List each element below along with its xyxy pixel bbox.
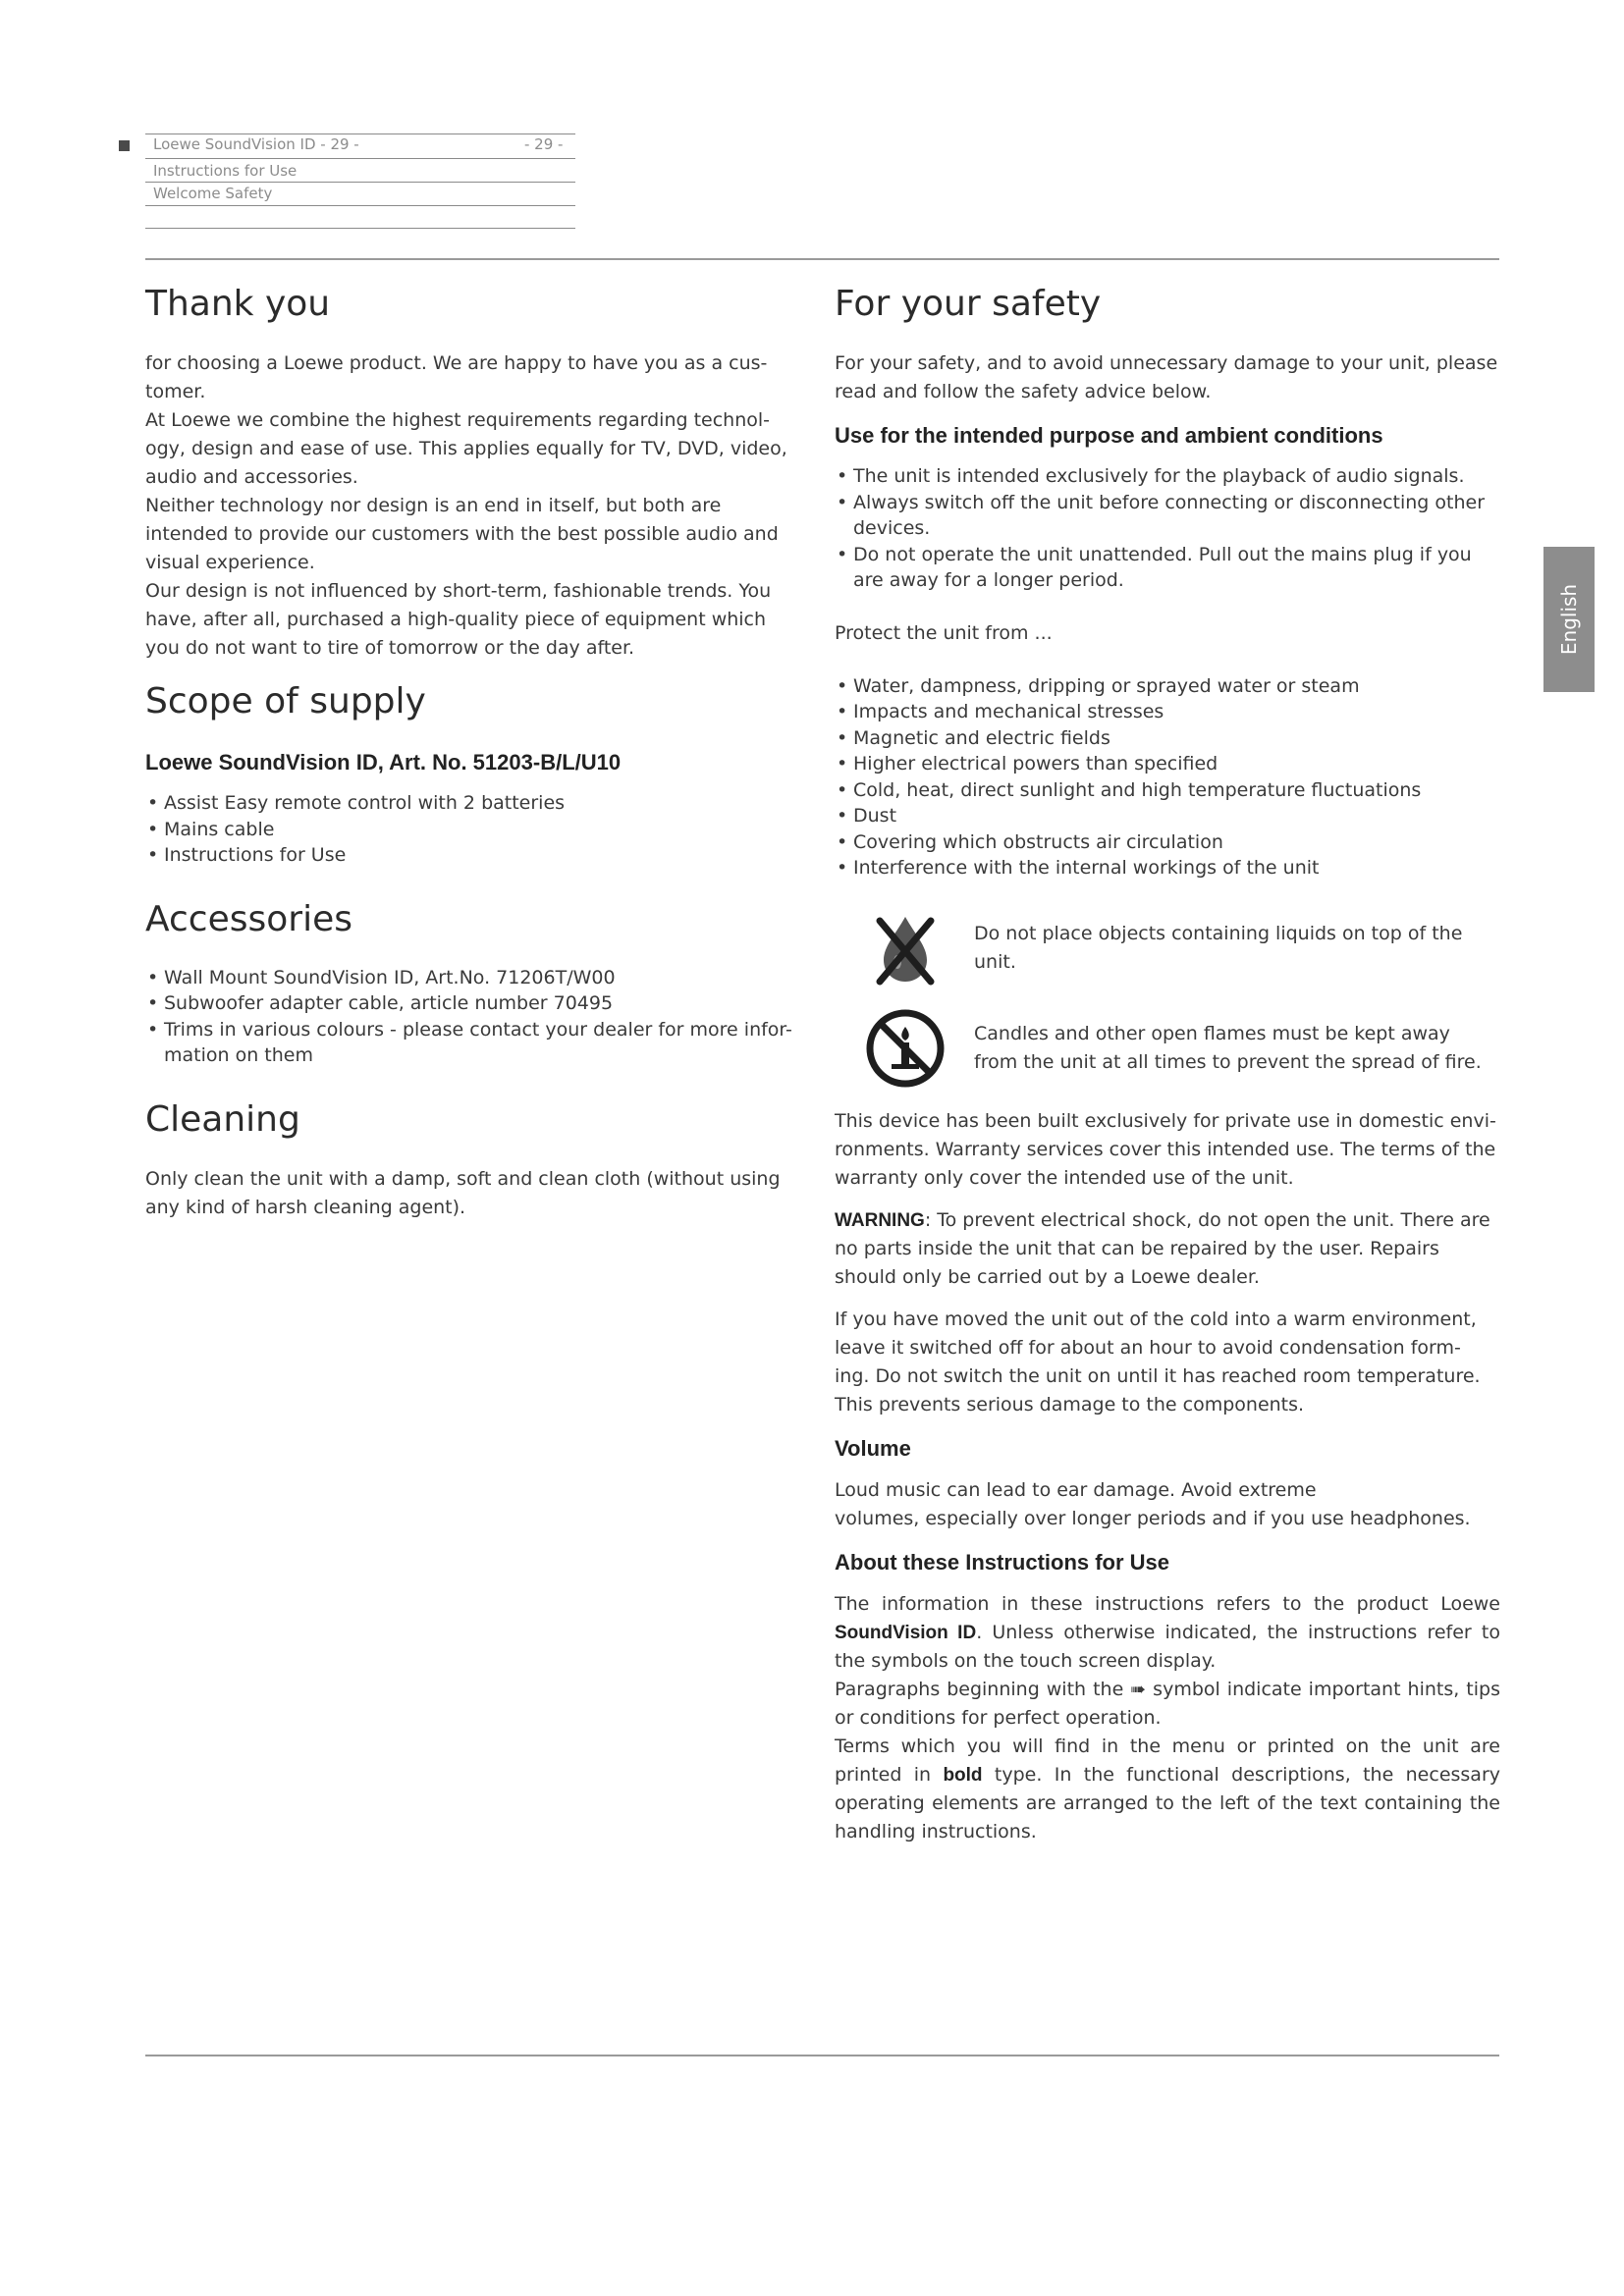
accessories-list: [145, 965, 793, 1069]
no-liquids-icon: [864, 907, 947, 989]
about-paragraph-1: [835, 1590, 1500, 1676]
intended-use-heading: Use for the intended purpose and ambient conditions: [835, 423, 1383, 448]
about-p3-text-end: type. In the functional descriptions, the necessary operating elements are arranged to the left of the text containing the handling instructions.: [835, 1763, 1501, 1842]
scope-list: [145, 790, 793, 869]
volume-line-2: volumes, especially over longer periods and if you use headphones.: [835, 1507, 1471, 1529]
header-rule-1: [145, 158, 575, 159]
about-p1-text-end: . Unless otherwise indicated, the instructions refer to the symbols on the touch screen display.: [835, 1621, 1500, 1672]
about-paragraph-2: [835, 1676, 1500, 1733]
thank-you-paragraph-2: At Loewe we combine the highest requirements regarding technol- ogy, design and ease of use. This applies equally for TV, DVD, video, audio and accessories.: [145, 409, 787, 488]
list-item: • Impacts and mechanical stresses: [835, 699, 1500, 725]
warning-flames: [835, 1007, 1500, 1090]
bold-word: bold: [943, 1764, 983, 1786]
list-item: • Instructions for Use: [145, 842, 793, 869]
left-column: [145, 279, 793, 1222]
list-item: • Cold, heat, direct sunlight and high temperature fluctuations: [835, 777, 1500, 804]
list-item: • Mains cable: [145, 817, 793, 843]
list-item: • Dust: [835, 803, 1500, 829]
list-item: • Always switch off the unit before connecting or disconnecting other devices.: [835, 490, 1500, 542]
header-rule-top: [145, 133, 575, 134]
language-tab[interactable]: [1543, 547, 1595, 692]
bottom-page-rule: [145, 2055, 1499, 2056]
warning-body: : To prevent electrical shock, do not open the unit. There are no parts inside the unit that can be repaired by the user. Repairs should only be carried out by a Loewe dealer.: [835, 1208, 1490, 1288]
protect-list: [835, 673, 1500, 881]
condensation-text: If you have moved the unit out of the cold into a warm environment, leave it switched off for about an hour to avoid condensation form- ing. Do not switch the unit on until it has reached room temperature. This prevents serious damage to the components.: [835, 1308, 1481, 1415]
list-item: • Subwoofer adapter cable, article number 70495: [145, 990, 793, 1017]
header-section: Instructions for Use: [153, 162, 298, 180]
warning-liquids: [835, 907, 1500, 989]
language-tab-label: English: [1557, 583, 1581, 656]
accessories-heading: Accessories: [145, 898, 352, 939]
about-paragraph-3: [835, 1733, 1500, 1846]
intended-use-list: [835, 463, 1500, 594]
about-p2-text-end: symbol indicate important hints, tips or conditions for perfect operation.: [835, 1678, 1500, 1729]
thank-you-paragraph-1: for choosing a Loewe product. We are happy to have you as a cus- tomer.: [145, 352, 768, 402]
thank-you-paragraph-4: Our design is not influenced by short-term, fashionable trends. You have, after all, purchased a high-quality piece of equipment which you do not want to tire of tomorrow or the day after.: [145, 580, 772, 659]
header-marker-square: [119, 140, 130, 151]
about-instructions-heading: About these Instructions for Use: [835, 1549, 1170, 1575]
header-rule-2: [145, 182, 575, 183]
header-doc-title: Loewe SoundVision ID - 29 -: [153, 135, 359, 153]
volume-heading: Volume: [835, 1435, 911, 1461]
electric-shock-warning: [835, 1206, 1500, 1292]
safety-heading: For your safety: [835, 284, 1102, 324]
warning-liquids-text: Do not place objects containing liquids on top of the unit.: [974, 922, 1463, 973]
list-item: • Interference with the internal workings of the unit: [835, 855, 1500, 881]
thank-you-heading: Thank you: [145, 284, 331, 324]
list-item: • Water, dampness, dripping or sprayed water or steam: [835, 673, 1500, 700]
arrow-hint-icon: ➠: [1130, 1678, 1147, 1700]
list-item: • The unit is intended exclusively for the playback of audio signals.: [835, 463, 1500, 490]
list-item: • Do not operate the unit unattended. Pull out the mains plug if you are away for a longer period.: [835, 542, 1500, 594]
warning-flames-text: Candles and other open flames must be kept away from the unit at all times to prevent the spread of fire.: [974, 1022, 1482, 1073]
about-p2-text: Paragraphs beginning with the: [835, 1678, 1131, 1700]
about-p1-text: The information in these instructions refers to the product Loewe: [835, 1592, 1500, 1615]
scope-heading: Scope of supply: [145, 681, 426, 721]
safety-intro: For your safety, and to avoid unnecessary damage to your unit, please read and follow the safety advice below.: [835, 352, 1498, 402]
list-item: • Assist Easy remote control with 2 batteries: [145, 790, 793, 817]
volume-line-1: Loud music can lead to ear damage. Avoid extreme: [835, 1478, 1317, 1501]
no-open-flame-icon: [864, 1007, 947, 1090]
header-chapter: Welcome Safety: [153, 185, 273, 202]
header-page-number: - 29 -: [524, 135, 564, 153]
header-rule-3: [145, 205, 575, 206]
product-name-bold: SoundVision ID: [835, 1622, 977, 1643]
scope-subheading: Loewe SoundVision ID, Art. No. 51203-B/L/U10: [145, 750, 622, 774]
about-p3-text: Terms which you will find in the menu or printed on the unit are printed in: [835, 1735, 1500, 1786]
private-use-text: This device has been built exclusively for private use in domestic envi- ronments. Warranty services cover this intended use. The terms of the warranty only cover the intended use of the unit.: [835, 1109, 1496, 1189]
right-column: [835, 279, 1500, 1846]
top-page-rule: [145, 258, 1499, 260]
header-rule-4: [145, 228, 575, 229]
warning-keyword: WARNING: [835, 1209, 925, 1231]
list-item: • Covering which obstructs air circulation: [835, 829, 1500, 856]
list-item: • Wall Mount SoundVision ID, Art.No. 71206T/W00: [145, 965, 793, 991]
thank-you-paragraph-3: Neither technology nor design is an end in itself, but both are intended to provide our customers with the best possible audio and visual experience.: [145, 495, 779, 573]
list-item: • Magnetic and electric fields: [835, 725, 1500, 752]
protect-intro: Protect the unit from ...: [835, 621, 1053, 644]
cleaning-text: Only clean the unit with a damp, soft and clean cloth (without using any kind of harsh cleaning agent).: [145, 1167, 781, 1218]
list-item: • Trims in various colours - please contact your dealer for more infor- mation on them: [145, 1017, 793, 1069]
cleaning-heading: Cleaning: [145, 1098, 300, 1140]
list-item: • Higher electrical powers than specified: [835, 751, 1500, 777]
